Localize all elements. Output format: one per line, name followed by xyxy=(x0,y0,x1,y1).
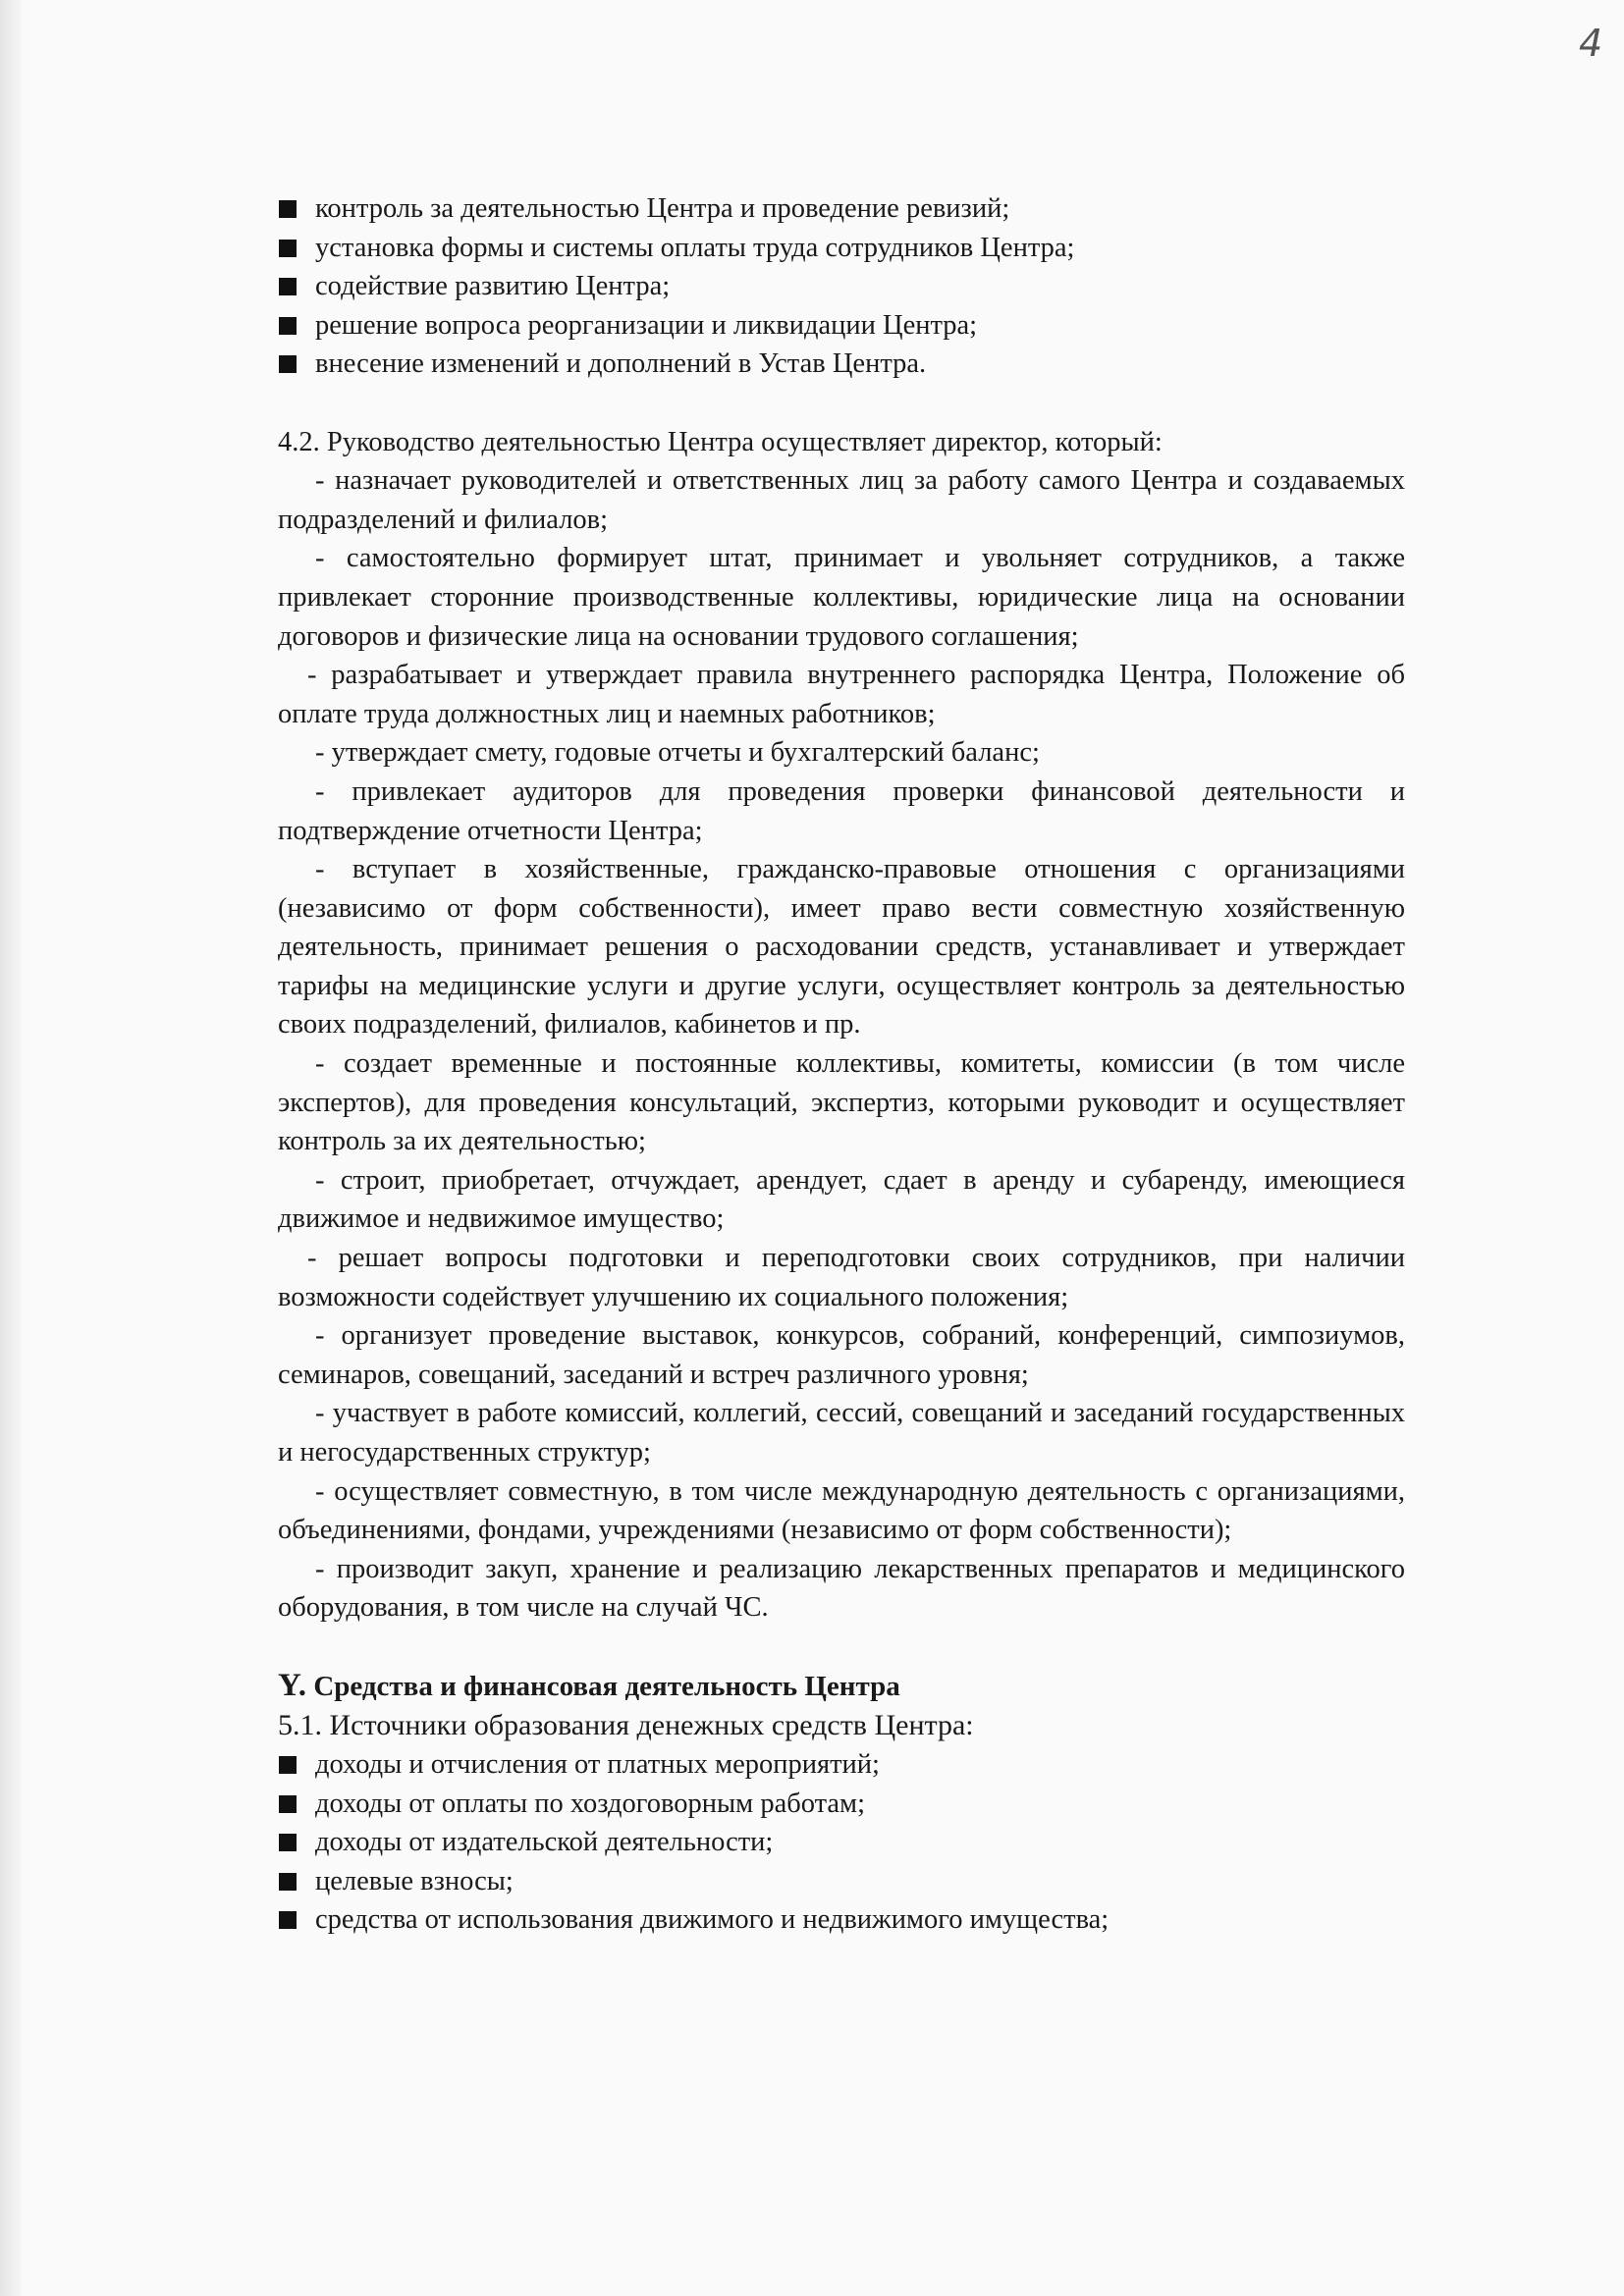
list-item: доходы от оплаты по хоздоговорным работам; xyxy=(278,1785,1405,1824)
list-item: содействие развитию Центра; xyxy=(278,267,1405,306)
duty-paragraph: - утверждает смету, годовые отчеты и бухгалтерский баланс; xyxy=(315,737,1040,769)
duty-paragraph: - вступает в хозяйственные, гражданско-правовые отношения с организациями (независимо от форм собственности), имеет право вести совместную хозяйственную деятельность, принимает решения о расходовании средств, устанавливает и утверждает тарифы на медицинские услуги и другие услуги, осуществляет контроль за деятельностью своих подразделений, филиалов, кабинетов и пр. xyxy=(278,854,1405,1041)
square-bullet-icon xyxy=(279,355,297,373)
duty-paragraph: - привлекает аудиторов для проведения проверки финансовой деятельности и подтверждение отчетности Центра; xyxy=(278,775,1405,846)
scan-edge xyxy=(0,0,22,2296)
duty-paragraph: - осуществляет совместную, в том числе международную деятельность с организациями, объединениями, фондами, учреждениями (независимо от форм собственности); xyxy=(278,1475,1405,1546)
duty-paragraph: - строит, приобретает, отчуждает, арендует, сдает в аренду и субаренду, имеющиеся движимое и недвижимое имущество; xyxy=(278,1164,1405,1235)
list-item: средства от использования движимого и недвижимого имущества; xyxy=(278,1900,1405,1940)
square-bullet-icon xyxy=(279,278,297,295)
duty-paragraph: - решает вопросы подготовки и переподготовки своих сотрудников, при наличии возможности содействует улучшению их социального положения; xyxy=(278,1243,1405,1312)
square-bullet-icon xyxy=(279,1834,297,1851)
list-item: доходы от издательской деятельности; xyxy=(278,1823,1405,1862)
section-4-2-intro: 4.2. Руководство деятельностью Центра осуществляет директор, который: xyxy=(278,426,1163,457)
funding-sources-list xyxy=(278,1745,1405,1940)
section-5-1-subheading: 5.1. Источники образования денежных средств Центра: xyxy=(278,1708,974,1741)
spacer xyxy=(278,384,1405,423)
square-bullet-icon xyxy=(279,1795,297,1813)
square-bullet-icon xyxy=(279,1911,297,1929)
list-item: внесение изменений и дополнений в Устав Центра. xyxy=(278,345,1405,384)
square-bullet-icon xyxy=(279,317,297,335)
square-bullet-icon xyxy=(279,1873,297,1891)
duty-paragraph: - производит закуп, хранение и реализацию лекарственных препаратов и медицинского оборудования, в том числе на случай ЧС. xyxy=(278,1553,1405,1624)
square-bullet-icon xyxy=(279,200,297,218)
section-5-heading xyxy=(278,1666,1405,1706)
duty-paragraph: - организует проведение выставок, конкурсов, собраний, конференций, симпозиумов, семинаров, совещаний, заседаний и встреч различного уровня; xyxy=(278,1320,1405,1390)
list-item: доходы и отчисления от платных мероприятий; xyxy=(278,1745,1405,1785)
list-item: установка формы и системы оплаты труда сотрудников Центра; xyxy=(278,229,1405,268)
top-bullet-list xyxy=(278,189,1405,384)
duty-paragraph: - участвует в работе комиссий, коллегий, сессий, совещаний и заседаний государственных и негосударственных структур; xyxy=(278,1398,1405,1468)
duty-paragraph: - самостоятельно формирует штат, принимает и увольняет сотрудников, а также привлекает сторонние производственные коллективы, юридические лица на основании договоров и физические лица на основании трудового соглашения; xyxy=(278,543,1405,652)
document-body xyxy=(278,189,1405,1940)
list-item: целевые взносы; xyxy=(278,1862,1405,1901)
duty-paragraph: - назначает руководителей и ответственных лиц за работу самого Центра и создаваемых подразделений и филиалов; xyxy=(278,465,1405,535)
list-item: решение вопроса реорганизации и ликвидации Центра; xyxy=(278,306,1405,346)
list-item: контроль за деятельностью Центра и проведение ревизий; xyxy=(278,189,1405,229)
section-title: Средства и финансовая деятельность Центра xyxy=(313,1670,900,1702)
square-bullet-icon xyxy=(279,1756,297,1774)
page-number: 4 xyxy=(1579,22,1603,65)
duty-paragraph: - создает временные и постоянные коллективы, комитеты, комиссии (в том числе экспертов), для проведения консультаций, экспертиз, которыми руководит и осуществляет контроль за их деятельностью; xyxy=(278,1048,1405,1157)
square-bullet-icon xyxy=(279,240,297,257)
section-number: Y. xyxy=(278,1667,307,1703)
duty-paragraph: - разрабатывает и утверждает правила внутреннего распорядка Центра, Положение об оплате труда должностных лиц и наемных работников; xyxy=(278,660,1405,729)
